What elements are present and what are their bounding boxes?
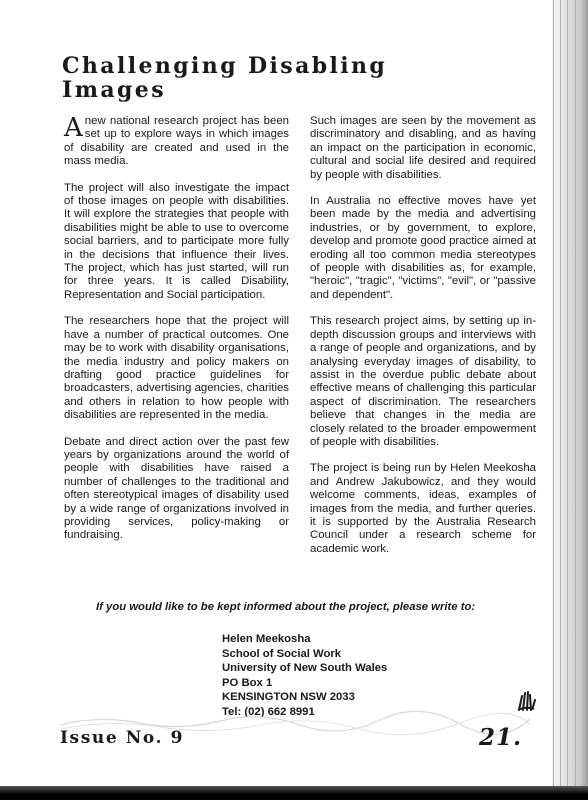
paragraph: In Australia no effective moves have yet been made by the media and advertising industries, or by government, to explore, develop and promote good practice aimed at eroding all too common media stereotypes of people with disabilities as, for example, "heroic", "tragic", "victims", "evil", or "passive and dependent". — [310, 195, 536, 301]
right-column — [310, 115, 536, 569]
contact-phone: Tel: (02) 662 8991 — [222, 705, 315, 718]
contact-call-to-action: If you would like to be kept informed about the project, please write to: — [96, 601, 476, 613]
page-edge-line — [575, 0, 576, 790]
article-title — [62, 54, 482, 102]
paragraph-text: new national research project has been set up to explore ways in which images of disability are created and used in the mass media. — [64, 115, 289, 168]
issue-label: Issue No. 9 — [60, 728, 185, 748]
contact-po-box: PO Box 1 — [222, 676, 273, 689]
page-number: 21. — [479, 724, 523, 751]
title-line-1: Challenging Disabling — [62, 53, 388, 79]
paragraph: The project is being run by Helen Meekosha and Andrew Jakubowicz, and they would welcome comments, ideas, examples of images from the media, and further queries. it is supported by the Australia Research Council under a research scheme for academic work. — [310, 462, 536, 555]
paragraph: Debate and direct action over the past few years by organizations around the world of people with disabilities have raised a number of challenges to the traditional and often stereotypical images of disability used by a wide range of organizations involved in providing services, policy-making or fundraising. — [64, 435, 289, 542]
paragraph: Such images are seen by the movement as discriminatory and disabling, and as having an impact on the participation in economic, cultural and social life desired and required by people with disabilities. — [310, 115, 536, 181]
contact-city: KENSINGTON NSW 2033 — [222, 691, 355, 704]
page-edge-line — [567, 0, 568, 790]
contact-university: University of New South Wales — [222, 662, 388, 675]
contact-school: School of Social Work — [222, 647, 342, 660]
contact-name: Helen Meekosha — [222, 633, 311, 645]
paragraph — [64, 115, 289, 169]
paragraph: The researchers hope that the project will have a number of practical outcomes. One may be to work with disability organisations, the media industry and policy makers on drafting good practice guidelines for broadcasters, advertising agencies, charities and others in relation to how people with disabilities are represented in the media. — [64, 315, 289, 422]
page-edge — [552, 0, 588, 790]
left-column — [64, 115, 289, 556]
page-edge-line — [560, 0, 561, 790]
scan-bottom-edge — [0, 786, 588, 800]
paragraph: The project will also investigate the impact of those images on people with disabilities. It will explore the strategies that people with disabilities might be able to use to overcome social barriers, and to participate more fully in the decisions that influence their lives. The project, which has just started, will run for three years. It is called Disability, Representation and Social participation. — [64, 181, 289, 301]
paragraph: This research project aims, by setting up in-depth discussion groups and interviews with a range of people and organizations, and by analysing everyday images of disability, to assist in the overdue public debate about effective means of challenging this particular aspect of discrimination. The researchers believe that changes in the media are closely related to the broader empowerment of people with disabilities. — [310, 315, 536, 448]
title-line-2: Images — [62, 77, 166, 103]
page-edge-line — [553, 0, 554, 790]
drop-cap: A — [64, 113, 83, 143]
